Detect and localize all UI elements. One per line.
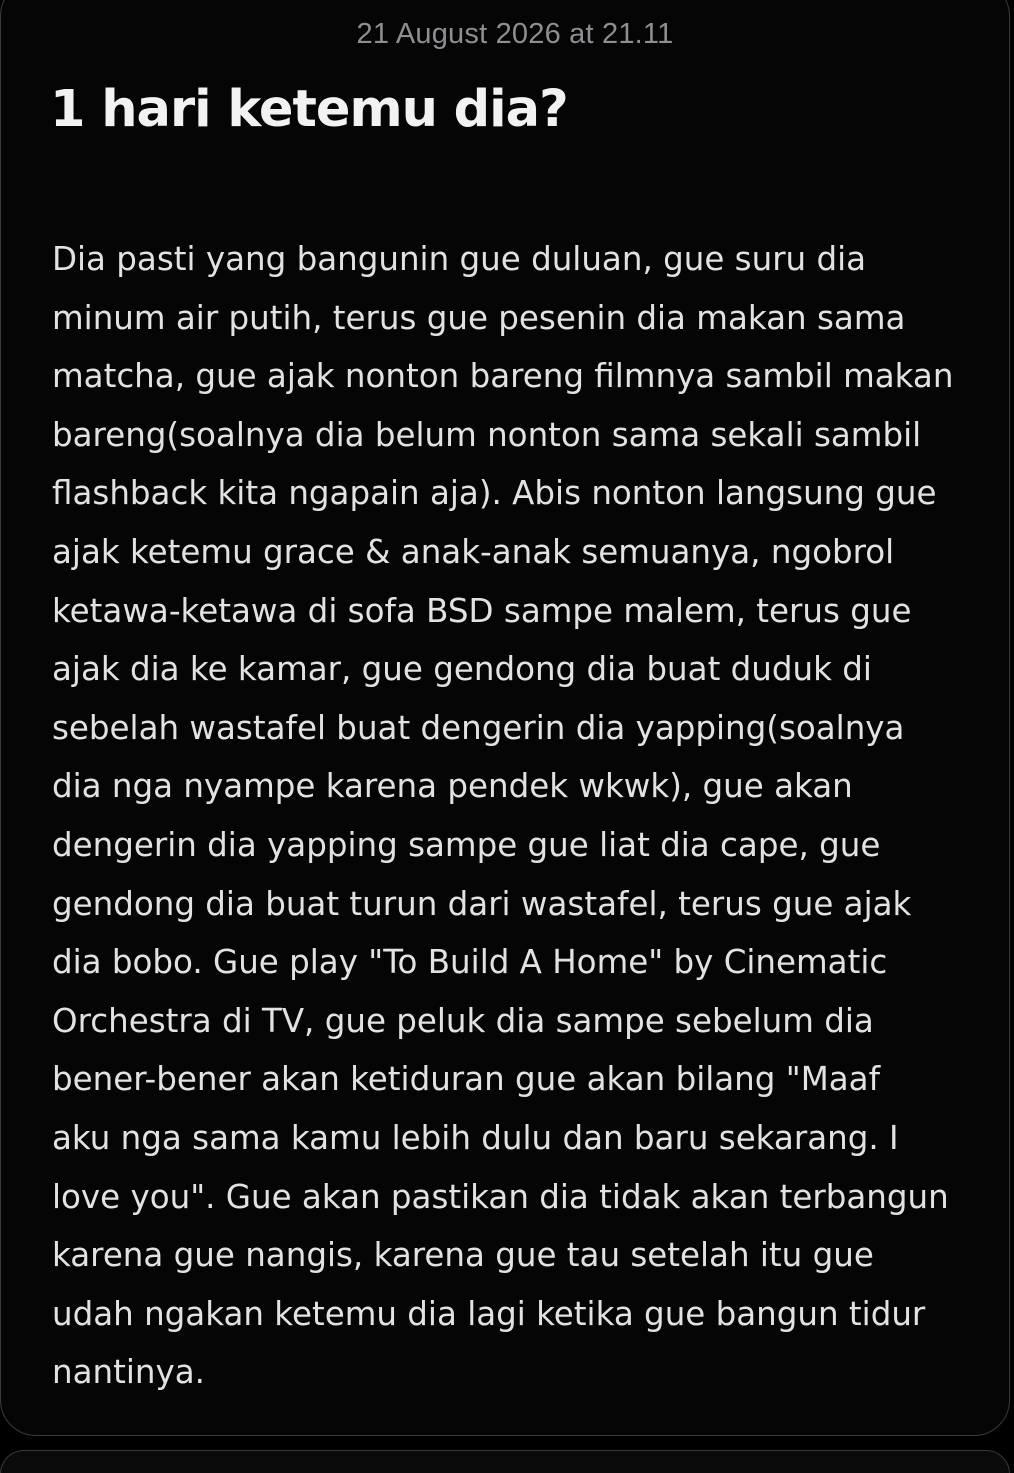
next-note-card[interactable] [0,1450,1010,1473]
note-body-line: Orchestra di TV, gue peluk dia sampe sebelum dia [52,1001,874,1040]
note-body-line: minum air putih, terus gue pesenin dia makan sama [52,298,906,337]
note-body-line: ketawa-ketawa di sofa BSD sampe malem, terus gue [52,591,912,630]
note-body-line: love you". Gue akan pastikan dia tidak akan terbangun [52,1177,949,1216]
note-body-line: karena gue nangis, karena gue tau setelah itu gue [52,1236,874,1275]
note-body-line: flashback kita ngapain aja). Abis nonton langsung gue [52,474,937,513]
note-body-line: ajak ketemu grace & anak-anak semuanya, ngobrol [52,532,895,571]
note-body-line: nantinya. [52,1353,205,1392]
note-body-line: udah ngakan ketemu dia lagi ketika gue bangun tidur [52,1294,926,1333]
note-body-line: sebelah wastafel buat dengerin dia yapping(soalnya [52,708,905,747]
note-body-line: aku nga sama kamu lebih dulu dan baru sekarang. I [52,1118,899,1157]
note-body-line: ajak dia ke kamar, gue gendong dia buat duduk di [52,650,872,689]
note-body-line: dengerin dia yapping sampe gue liat dia cape, gue [52,825,881,864]
note-body-line: matcha, gue ajak nonton bareng filmnya sambil makan [52,357,954,396]
note-body-line: bareng(soalnya dia belum nonton sama sekali sambil [52,415,922,454]
note-timestamp: 21 August 2026 at 21.11 [356,18,674,50]
note-title[interactable]: 1 hari ketemu dia? [50,80,568,139]
note-body[interactable] [52,230,982,1402]
note-body-line: Dia pasti yang bangunin gue duluan, gue suru dia [52,240,867,278]
note-body-line: gendong dia buat turun dari wastafel, terus gue ajak [52,884,912,923]
note-body-line: dia bobo. Gue play "To Build A Home" by Cinematic [52,943,888,982]
note-body-line: bener-bener akan ketiduran gue akan bilang "Maaf [52,1060,881,1099]
note-body-line: dia nga nyampe karena pendek wkwk), gue akan [52,767,853,806]
